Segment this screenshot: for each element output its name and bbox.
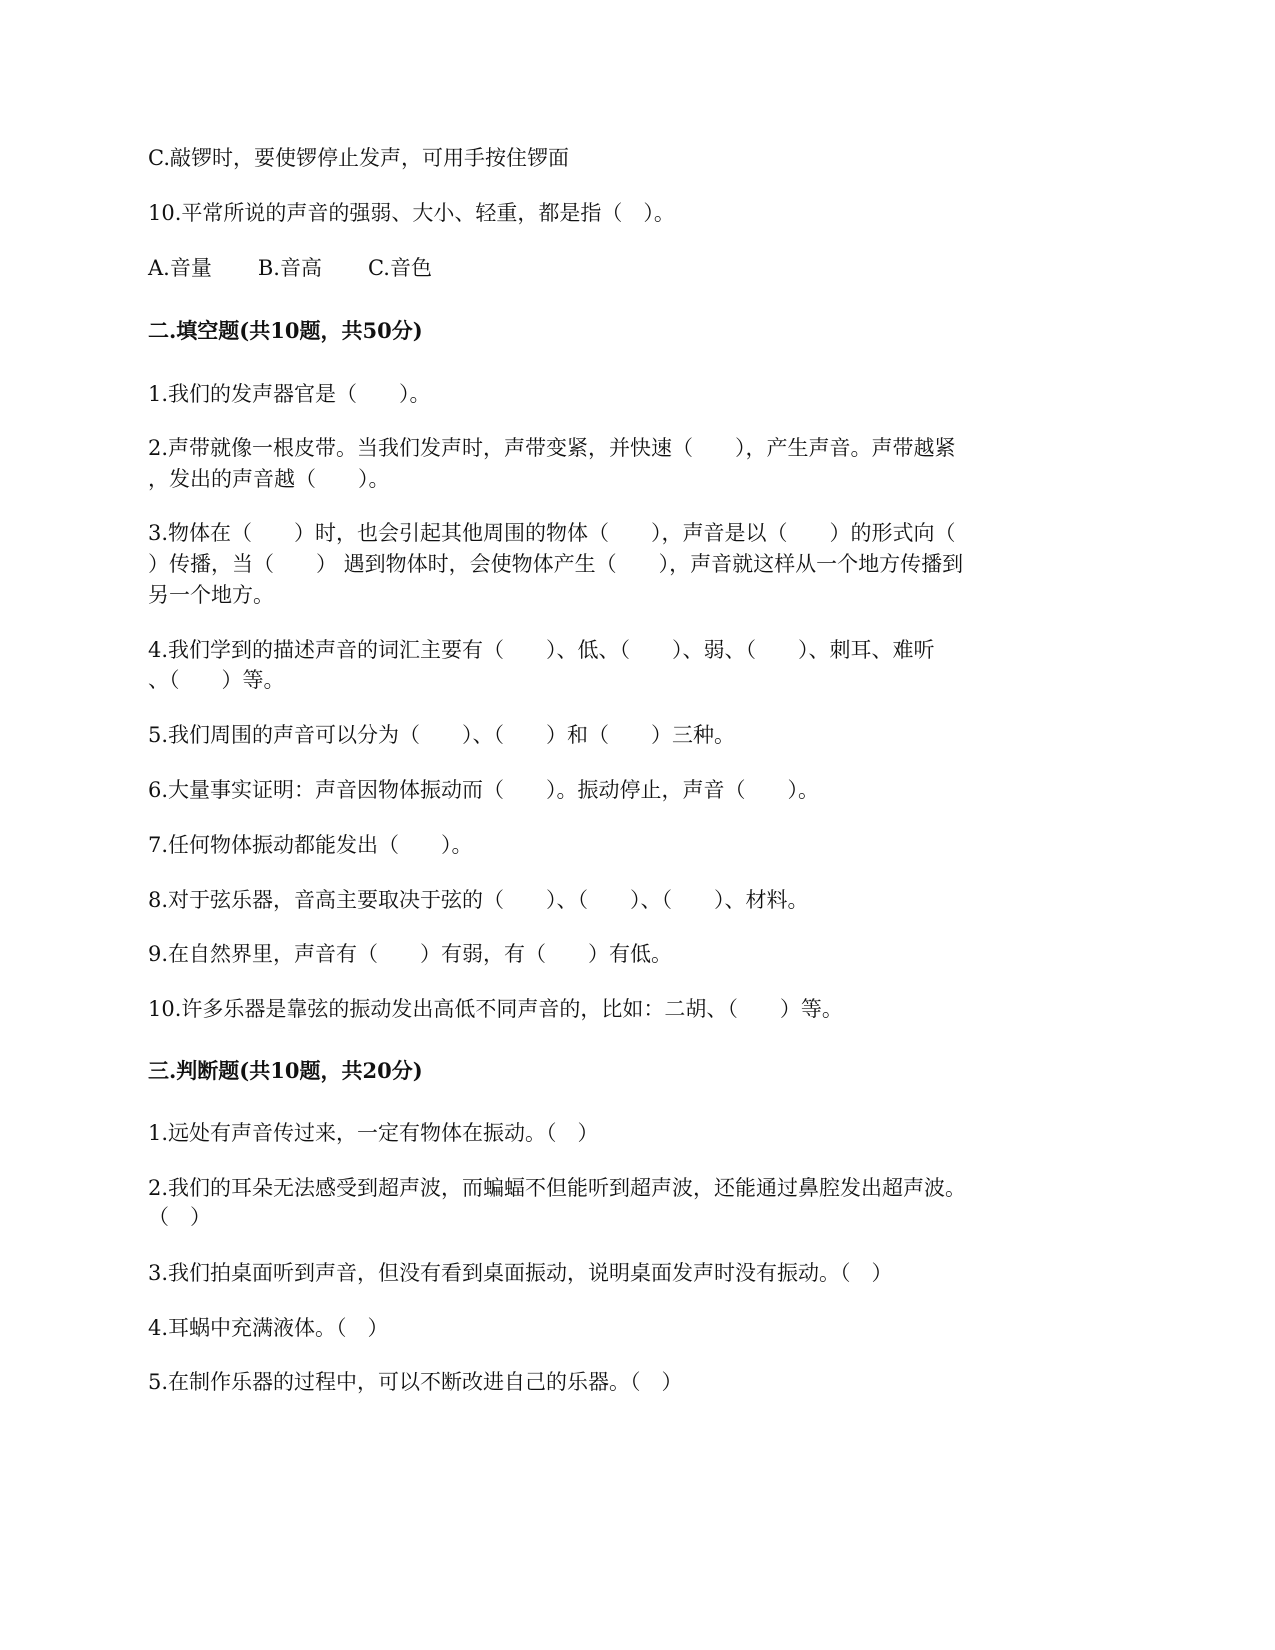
fill-question-7: 7.任何物体振动都能发出（ ）。 bbox=[148, 833, 473, 857]
fill-question-8: 8.对于弦乐器，音高主要取决于弦的（ ）、（ ）、（ ）、材料。 bbox=[148, 888, 809, 912]
fill-question-3-line-3: 另一个地方。 bbox=[148, 583, 274, 607]
fill-question-1: 1.我们的发声器官是（ ）。 bbox=[148, 382, 431, 406]
fill-question-2-line-2: ，发出的声音越（ ）。 bbox=[148, 467, 390, 491]
fill-question-9: 9.在自然界里，声音有（ ）有弱，有（ ）有低。 bbox=[148, 942, 673, 966]
fill-question-10: 10.许多乐器是靠弦的振动发出高低不同声音的，比如：二胡、（ ）等。 bbox=[148, 997, 843, 1021]
question-9-option-c: C.敲锣时，要使锣停止发声，可用手按住锣面 bbox=[148, 146, 569, 170]
fill-question-6: 6.大量事实证明：声音因物体振动而（ ）。振动停止，声音（ ）。 bbox=[148, 778, 820, 802]
judge-question-2-line-2: （ ） bbox=[148, 1205, 211, 1229]
option-c: C.音色 bbox=[367, 256, 432, 280]
question-10-options bbox=[148, 257, 478, 279]
fill-question-4-line-1: 4.我们学到的描述声音的词汇主要有（ ）、低、（ ）、弱、（ ）、刺耳、难听 bbox=[148, 638, 935, 662]
fill-question-3-line-1: 3.物体在（ ）时，也会引起其他周围的物体（ ），声音是以（ ）的形式向（ bbox=[148, 521, 956, 545]
option-a: A.音量 bbox=[148, 256, 212, 280]
fill-question-5: 5.我们周围的声音可以分为（ ）、（ ）和（ ）三种。 bbox=[148, 723, 736, 747]
judge-question-5: 5.在制作乐器的过程中，可以不断改进自己的乐器。（ ） bbox=[148, 1370, 683, 1394]
judge-question-3: 3.我们拍桌面听到声音，但没有看到桌面振动，说明桌面发声时没有振动。（ ） bbox=[148, 1261, 893, 1285]
judge-question-1: 1.远处有声音传过来，一定有物体在振动。（ ） bbox=[148, 1121, 599, 1145]
fill-question-4-line-2: 、（ ）等。 bbox=[148, 668, 285, 692]
judge-question-2-line-1: 2.我们的耳朵无法感受到超声波，而蝙蝠不但能听到超声波，还能通过鼻腔发出超声波。 bbox=[148, 1176, 967, 1200]
judge-question-4: 4.耳蜗中充满液体。（ ） bbox=[148, 1316, 389, 1340]
fill-question-2-line-1: 2.声带就像一根皮带。当我们发声时，声带变紧，并快速（ ），产生声音。声带越紧 bbox=[148, 436, 956, 460]
question-10: 10.平常所说的声音的强弱、大小、轻重，都是指（ ）。 bbox=[148, 201, 675, 225]
section-3-heading: 三.判断题(共10题，共20分) bbox=[148, 1058, 423, 1083]
section-2-heading: 二.填空题(共10题，共50分) bbox=[148, 318, 423, 343]
fill-question-3-line-2: ）传播，当（ ） 遇到物体时，会使物体产生（ ），声音就这样从一个地方传播到 bbox=[148, 552, 964, 576]
option-b: B.音高 bbox=[257, 256, 322, 280]
